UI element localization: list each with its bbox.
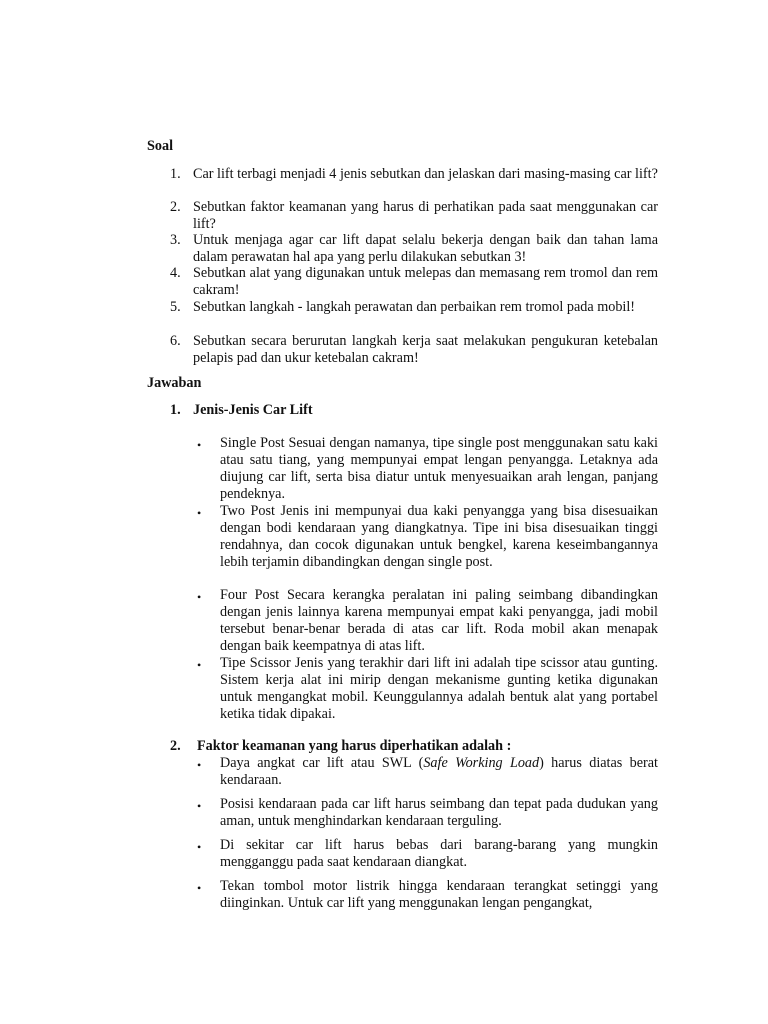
section-1-number: 1. (170, 402, 181, 418)
list-item-text: Di sekitar car lift harus bebas dari barang-barang yang mungkin mengganggu pada saat kendaraan diangkat. (220, 837, 658, 870)
soal-item-text: Untuk menjaga agar car lift dapat selalu bekerja dengan baik dan tahan lama dalam perawatan hal apa yang perlu dilakukan sebutkan 3! (193, 232, 658, 265)
soal-item-number: 1. (170, 166, 181, 182)
soal-item-text: Sebutkan alat yang digunakan untuk melepas dan memasang rem tromol dan rem cakram! (193, 265, 658, 298)
list-item-text: Single Post Sesuai dengan namanya, tipe single post menggunakan satu kaki atau satu tiang, yang mempunyai empat lengan penyangga. Letaknya ada diujung car lift, serta bisa diatur untuk menyesuaikan arah lengan, panjang pendeknya. (220, 435, 658, 502)
list-item-text-italic: Safe Working Load (423, 755, 540, 771)
list-item-text: Tekan tombol motor listrik hingga kendaraan terangkat setinggi yang diinginkan. Untuk car lift yang menggunakan lengan pengangkat, (220, 878, 658, 911)
bullet-icon: • (197, 506, 202, 520)
bullet-icon: • (197, 799, 202, 813)
bullet-icon: • (197, 881, 202, 895)
list-item-text: Four Post Secara kerangka peralatan ini paling seimbang dibandingkan dengan jenis lainnya karena mempunyai empat kaki penyangga, jadi mobil tersebut benar-benar berada di atas car lift. Roda mobil akan menapak dengan baik keempatnya di atas lift. (220, 587, 658, 654)
bullet-icon: • (197, 658, 202, 672)
list-item-text (220, 755, 658, 789)
soal-item-number: 4. (170, 265, 181, 281)
list-item-text: Tipe Scissor Jenis yang terakhir dari lift ini adalah tipe scissor atau gunting. Sistem kerja alat ini mirip dengan mekanisme gunting ketika digunakan untuk mengangkat mobil. Keunggulannya adalah bentuk alat yang portabel ketika tidak dipakai. (220, 655, 658, 722)
list-item-text: Posisi kendaraan pada car lift harus seimbang dan tepat pada dudukan yang aman, untuk menghindarkan kendaraan terguling. (220, 796, 658, 829)
list-item-text-end: ) harus diatas berat kendaraan. (220, 755, 658, 788)
bullet-icon: • (197, 758, 202, 772)
list-item-text: Two Post Jenis ini mempunyai dua kaki penyangga yang bisa disesuaikan dengan bodi kendaraan yang diangkatnya. Tipe ini bisa disesuaikan tinggi rendahnya, dan cocok digunakan untuk bengkel, karena keseimbangannya lebih terjamin dibandingkan dengan single post. (220, 503, 658, 570)
bullet-icon: • (197, 590, 202, 604)
soal-item-number: 6. (170, 333, 181, 349)
section-2-number: 2. (170, 738, 181, 754)
soal-item-text: Car lift terbagi menjadi 4 jenis sebutkan dan jelaskan dari masing-masing car lift? (193, 166, 658, 182)
soal-item-number: 5. (170, 299, 181, 315)
list-item-text-start: Daya angkat car lift atau SWL ( (220, 755, 424, 771)
soal-item-number: 3. (170, 232, 181, 248)
soal-item-text: Sebutkan faktor keamanan yang harus di perhatikan pada saat menggunakan car lift? (193, 199, 658, 232)
bullet-icon: • (197, 438, 202, 452)
section-2-title: Faktor keamanan yang harus diperhatikan adalah : (197, 738, 512, 754)
soal-item-number: 2. (170, 199, 181, 215)
soal-item-text: Sebutkan langkah - langkah perawatan dan perbaikan rem tromol pada mobil! (193, 299, 636, 315)
bullet-icon: • (197, 840, 202, 854)
section-1-title: Jenis-Jenis Car Lift (193, 402, 313, 418)
soal-heading: Soal (147, 138, 174, 154)
jawaban-heading: Jawaban (147, 375, 202, 391)
soal-item-text: Sebutkan secara berurutan langkah kerja saat melakukan pengukuran ketebalan pelapis pad dan ukur ketebalan cakram! (193, 333, 658, 366)
